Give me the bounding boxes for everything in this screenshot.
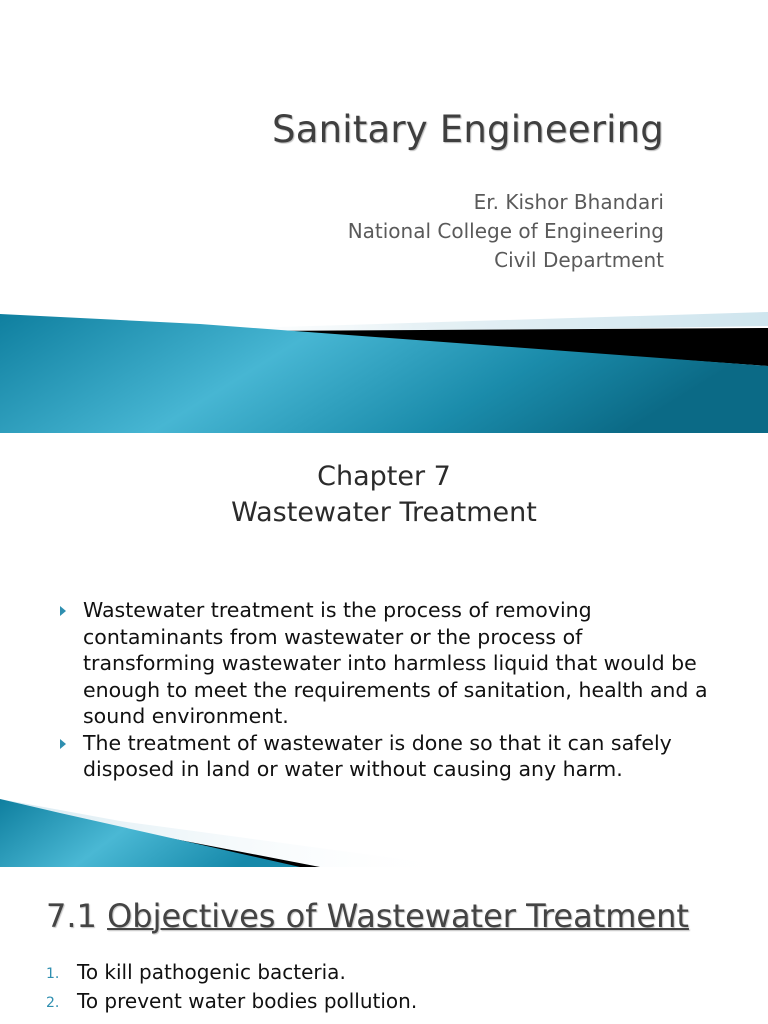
- list-item: [46, 958, 417, 987]
- list-item: [46, 987, 417, 1016]
- author-name: Er. Kishor Bhandari: [473, 190, 664, 214]
- slide-title: Sanitary Engineering: [272, 108, 664, 151]
- section-heading: [46, 897, 689, 935]
- section-number: 7.1: [46, 897, 97, 935]
- title-slide: [0, 0, 768, 433]
- objectives-slide: [0, 867, 768, 1024]
- section-title: Objectives of Wastewater Treatment: [107, 897, 689, 935]
- department-name: Civil Department: [494, 248, 664, 272]
- list-text: To kill pathogenic bacteria.: [77, 960, 346, 984]
- list-number: 2.: [46, 995, 60, 1011]
- institution-name: National College of Engineering: [347, 219, 664, 243]
- chapter-number: Chapter 7: [317, 461, 451, 492]
- list-number: 1.: [46, 966, 60, 982]
- bullet-text: Wastewater treatment is the process of removing contaminants from wastewater or the process of transforming wastewater into harmless liquid that would be enough to meet the requirements of sanitation, health and a sound environment.: [83, 598, 708, 728]
- list-text: To prevent water bodies pollution.: [77, 989, 418, 1013]
- bullet-text: The treatment of wastewater is done so that it can safely disposed in land or water without causing any harm.: [83, 730, 672, 781]
- numbered-list: [46, 958, 417, 1016]
- decorative-wave-corner: [0, 433, 768, 867]
- decorative-wave-band: [0, 0, 768, 433]
- content-slide: [0, 433, 768, 867]
- chapter-title: Wastewater Treatment: [231, 497, 537, 528]
